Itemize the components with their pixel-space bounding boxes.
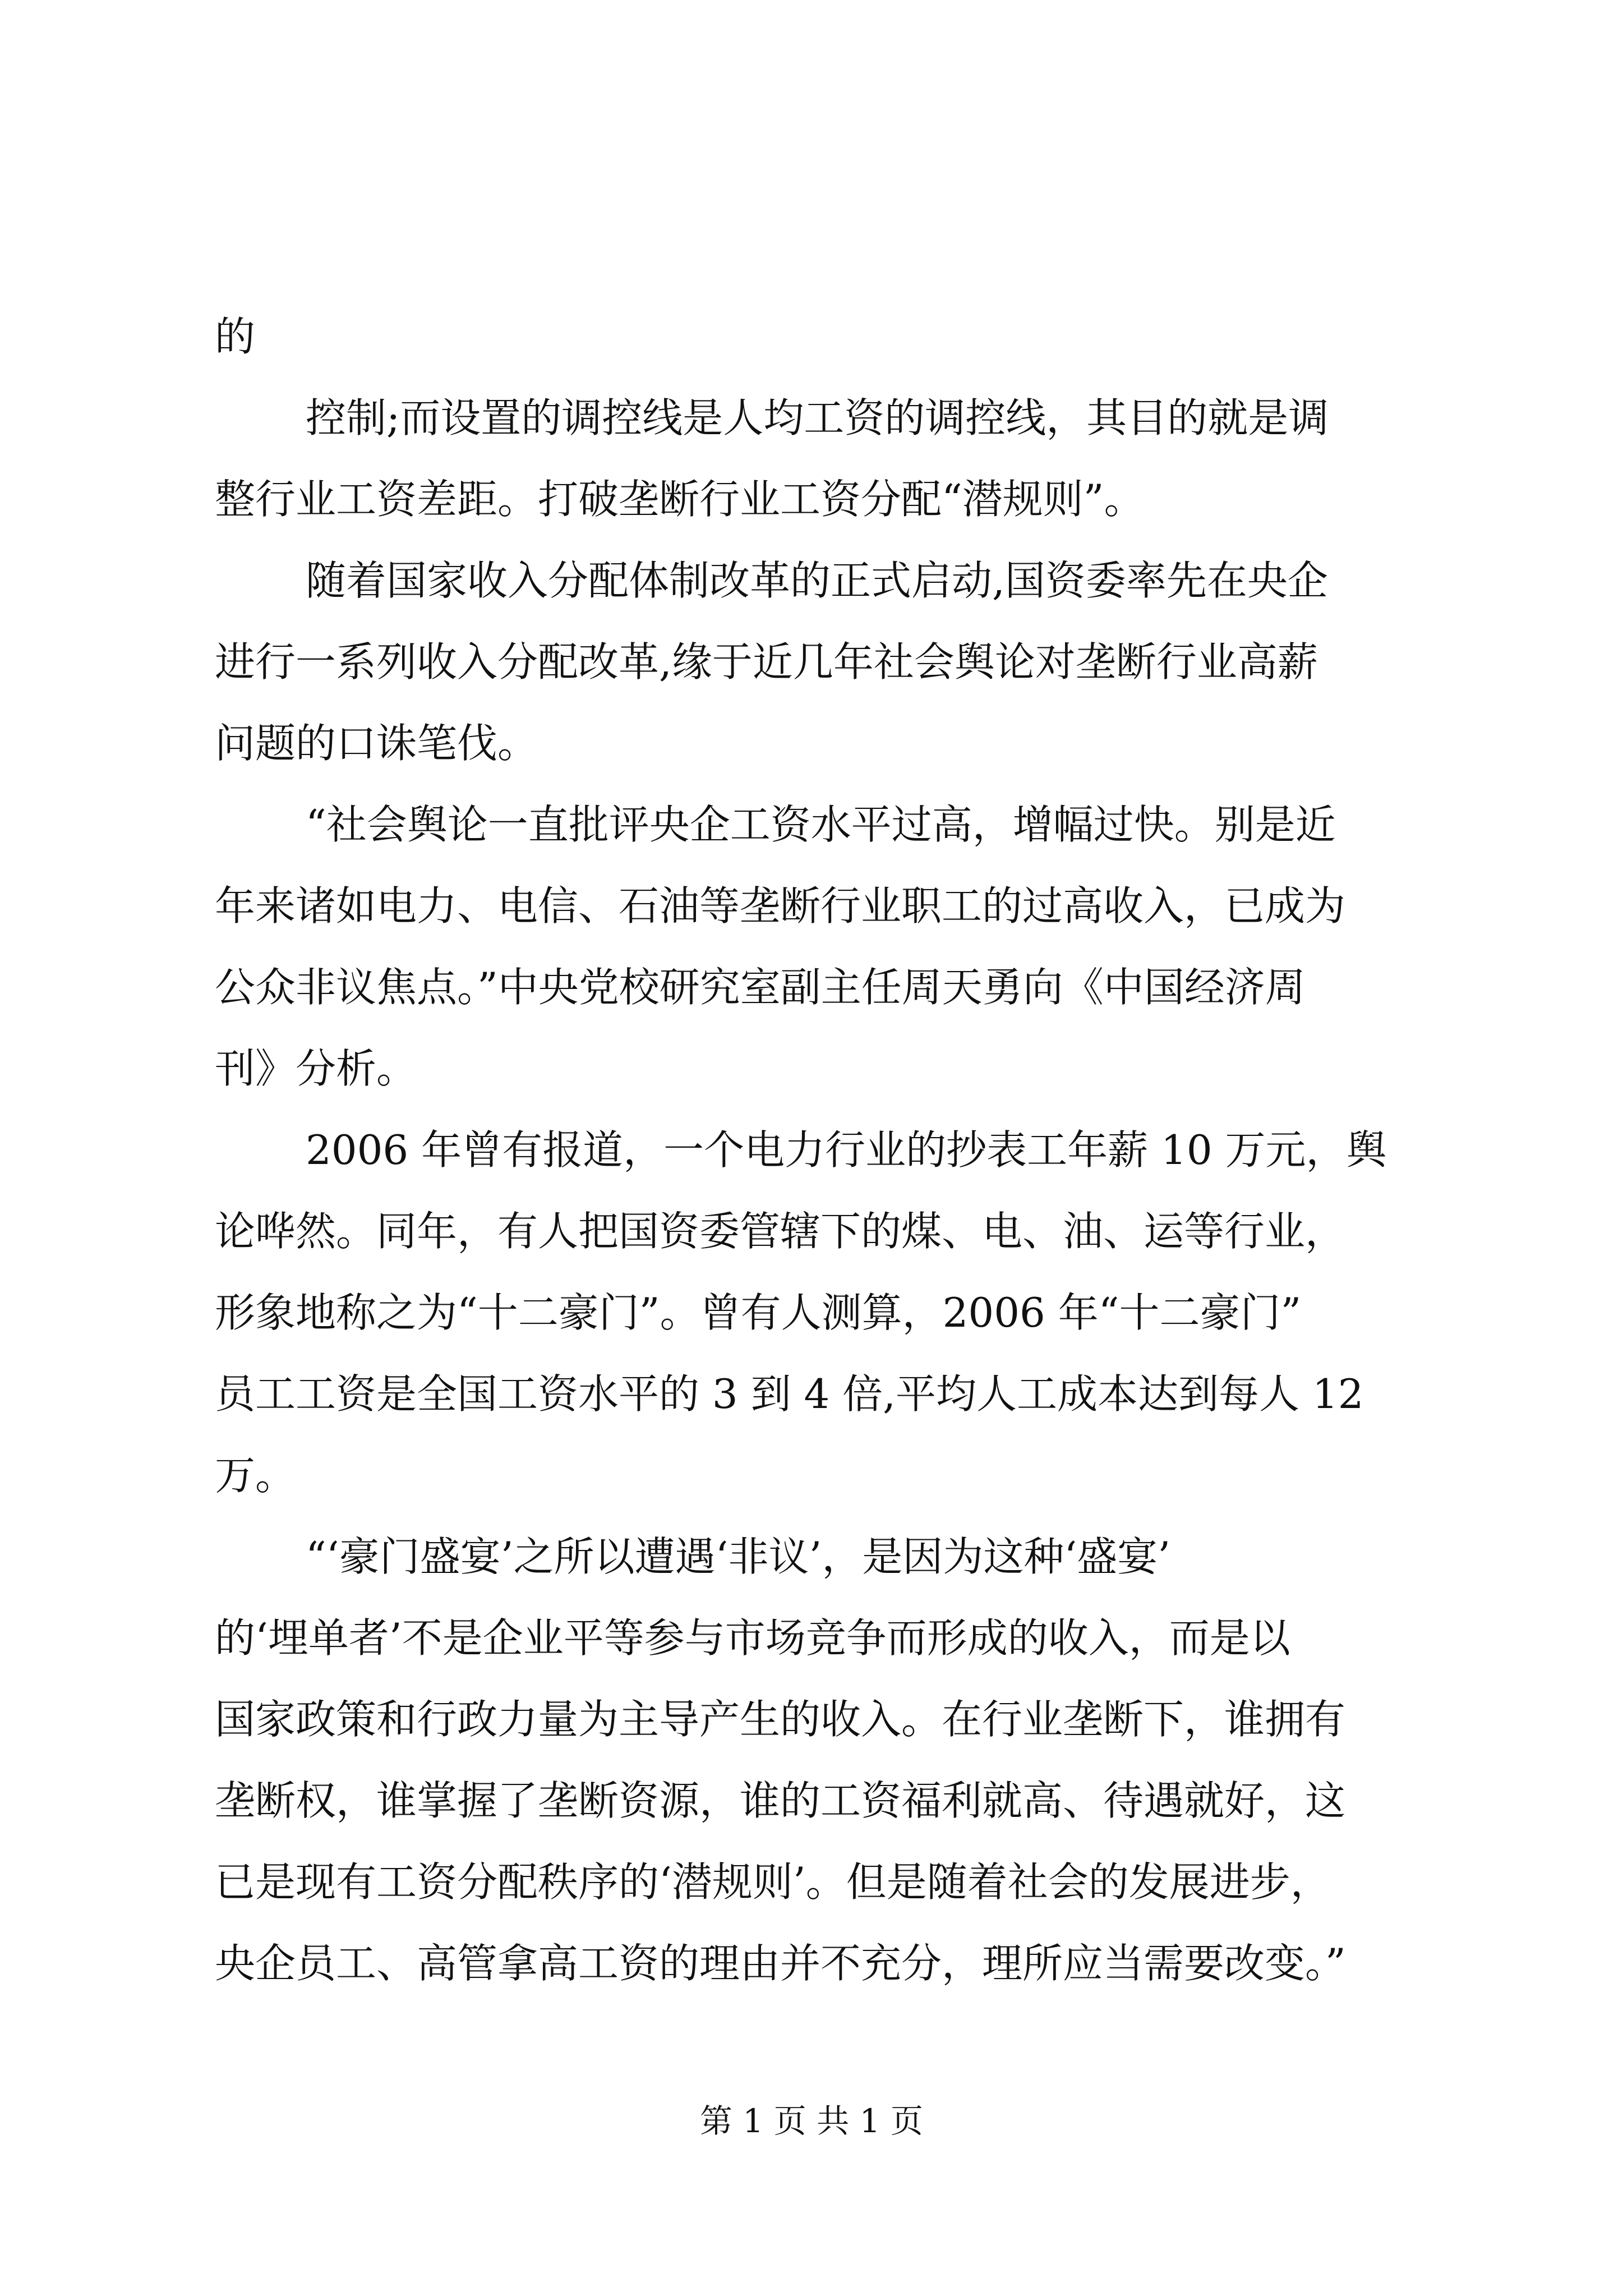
- text-line: 刊》分析。: [215, 1045, 417, 1092]
- page-number-footer: 第 1 页 共 1 页: [700, 2102, 923, 2140]
- text-line: 形象地称之为“十二豪门”。曾有人测算，2006 年“十二豪门”: [215, 1289, 1302, 1336]
- text-line: 2006 年曾有报道，一个电力行业的抄表工年薪 10 万元，舆: [306, 1126, 1387, 1174]
- text-line: 的‘埋单者’不是企业平等参与市场竞争而形成的收入，而是以: [215, 1614, 1290, 1662]
- text-line: 垄断权，谁掌握了垄断资源，谁的工资福利就高、待遇就好，这: [215, 1777, 1346, 1824]
- text-line: 问题的口诛笔伐。: [215, 720, 538, 767]
- text-line: 整行业工资差距。打破垄断行业工资分配“潜规则”。: [215, 476, 1145, 523]
- text-line: 论哗然。同年，有人把国资委管辖下的煤、电、油、运等行业，: [215, 1208, 1346, 1255]
- text-line: “社会舆论一直批评央企工资水平过高，增幅过快。别是近: [306, 801, 1336, 848]
- text-line: 年来诸如电力、电信、石油等垄断行业职工的过高收入，已成为: [215, 882, 1346, 930]
- text-line: 已是现有工资分配秩序的‘潜规则’。但是随着社会的发展进步，: [215, 1858, 1331, 1906]
- text-line: 的: [215, 313, 256, 360]
- text-line: 万。: [215, 1452, 296, 1499]
- text-line: 国家政策和行政力量为主导产生的收入。在行业垄断下，谁拥有: [215, 1696, 1346, 1743]
- text-line: 公众非议焦点。”中央党校研究室副主任周天勇向《中国经济周: [215, 964, 1306, 1011]
- text-line: 随着国家收入分配体制改革的正式启动,国资委率先在央企: [306, 557, 1328, 604]
- text-line: 控制;而设置的调控线是人均工资的调控线，其目的就是调: [306, 394, 1329, 441]
- text-line: 进行一系列收入分配改革,缘于近几年社会舆论对垄断行业高薪: [215, 638, 1318, 685]
- text-line: 央企员工、高管拿高工资的理由并不充分，理所应当需要改变。”: [215, 1940, 1346, 1987]
- text-line: 员工工资是全国工资水平的 3 到 4 倍,平均人工成本达到每人 12: [215, 1370, 1364, 1418]
- text-line: “‘豪门盛宴’之所以遭遇‘非议’，是因为这种‘盛宴’: [306, 1533, 1171, 1580]
